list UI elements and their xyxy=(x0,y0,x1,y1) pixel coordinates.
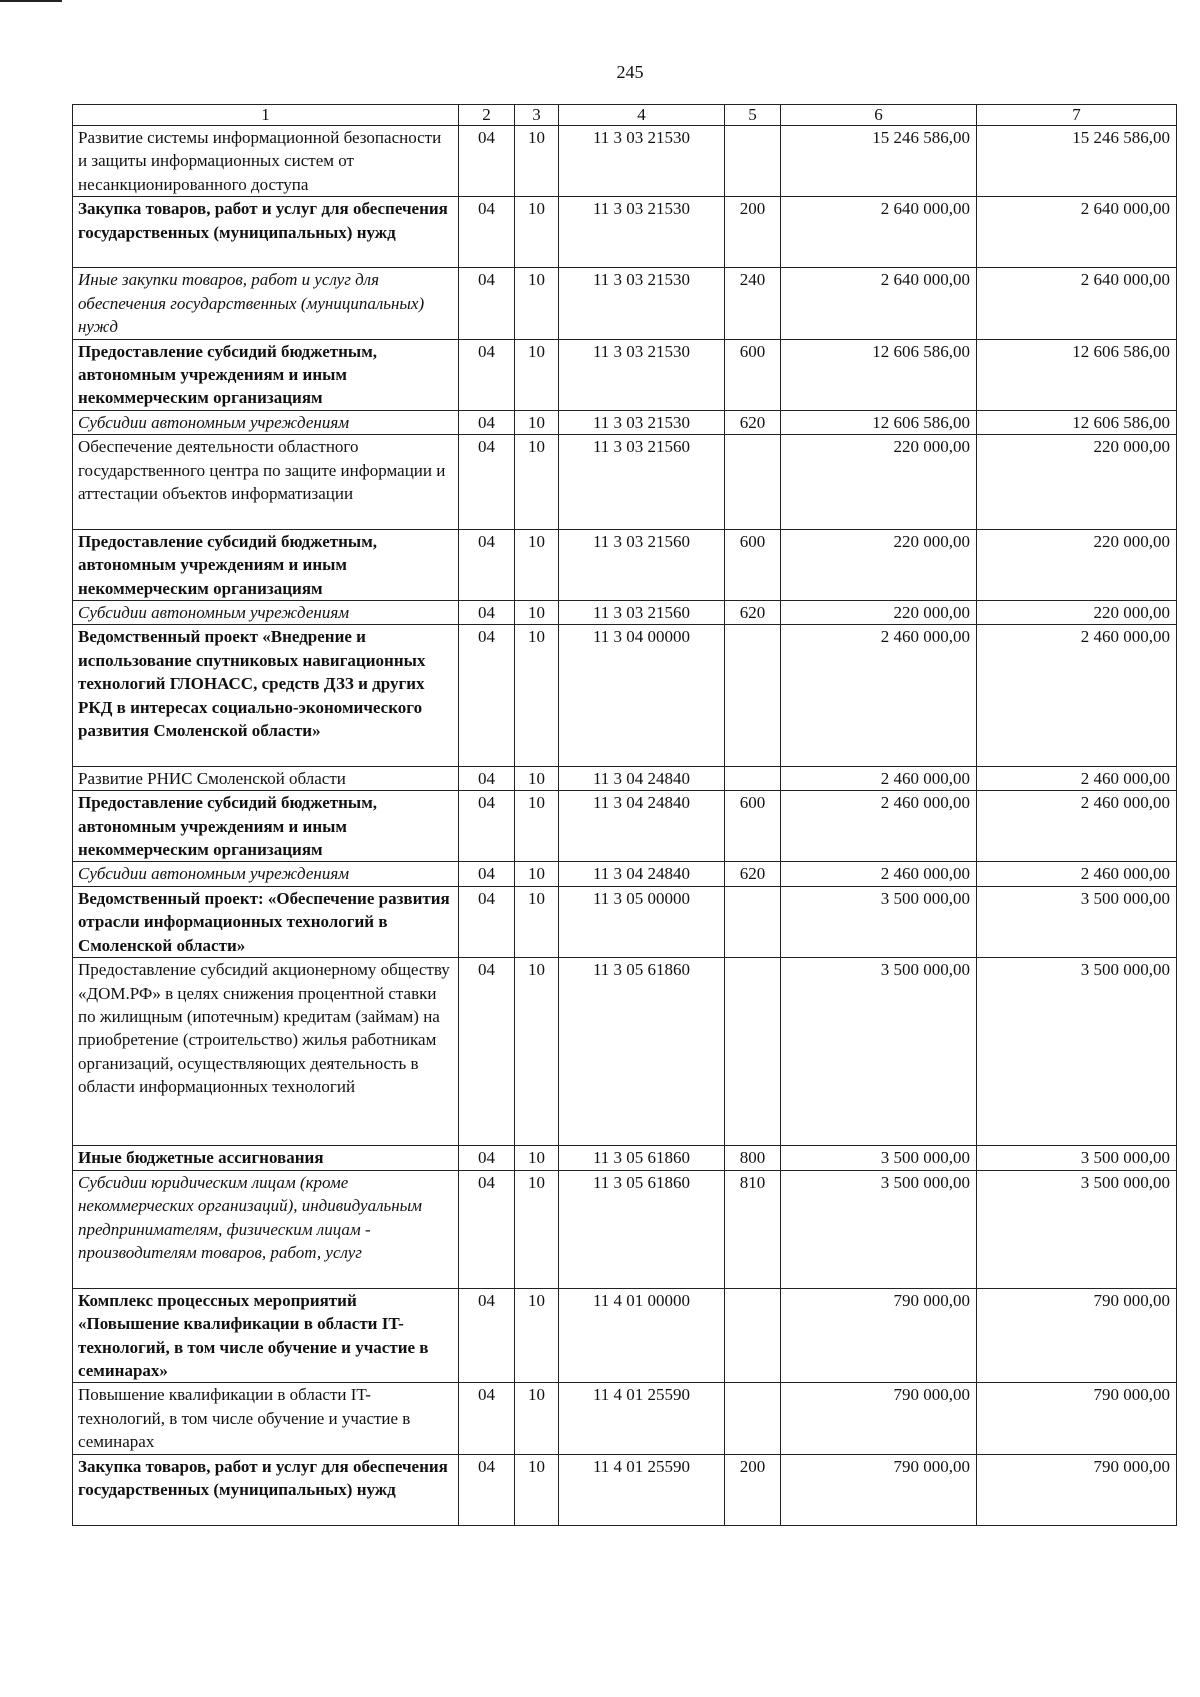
table-cell: 810 xyxy=(725,1170,781,1288)
table-row xyxy=(73,886,1177,957)
table-cell: 10 xyxy=(515,1170,559,1288)
table-cell: 220 000,00 xyxy=(977,601,1177,625)
table-cell: 2 460 000,00 xyxy=(781,791,977,862)
table-cell: 11 3 05 61860 xyxy=(559,958,725,1146)
table-cell: Развитие системы информационной безопасности и защиты информационных систем от несанкционированного доступа xyxy=(73,126,459,197)
table-cell: 10 xyxy=(515,339,559,410)
table-cell: 220 000,00 xyxy=(781,529,977,600)
table-cell xyxy=(725,886,781,957)
table-cell: 3 500 000,00 xyxy=(781,958,977,1146)
table-row xyxy=(73,1383,1177,1454)
table-cell: 2 640 000,00 xyxy=(977,197,1177,268)
table-cell: 04 xyxy=(459,197,515,268)
table-cell: Обеспечение деятельности областного государственного центра по защите информации и аттестации объектов информатизации xyxy=(73,435,459,530)
table-cell: 11 3 03 21560 xyxy=(559,529,725,600)
table-cell: 11 4 01 25590 xyxy=(559,1383,725,1454)
table-cell: 12 606 586,00 xyxy=(781,410,977,434)
table-cell: 04 xyxy=(459,601,515,625)
table-cell: Комплекс процессных мероприятий «Повышение квалификации в области IT-технологий, в том числе обучение и участие в семинарах» xyxy=(73,1288,459,1383)
table-row xyxy=(73,1454,1177,1525)
table-cell: 04 xyxy=(459,1383,515,1454)
table-cell: 620 xyxy=(725,862,781,886)
table-cell: 3 500 000,00 xyxy=(781,886,977,957)
table-cell xyxy=(725,1288,781,1383)
table-cell: 11 3 04 00000 xyxy=(559,625,725,766)
table-cell: Развитие РНИС Смоленской области xyxy=(73,766,459,790)
table-row xyxy=(73,529,1177,600)
table-cell: 600 xyxy=(725,529,781,600)
table-cell: Закупка товаров, работ и услуг для обеспечения государственных (муниципальных) нужд xyxy=(73,1454,459,1525)
table-cell: 10 xyxy=(515,886,559,957)
table-cell: Иные закупки товаров, работ и услуг для обеспечения государственных (муниципальных) нужд xyxy=(73,268,459,339)
table-cell: 3 500 000,00 xyxy=(781,1170,977,1288)
table-cell: 04 xyxy=(459,766,515,790)
scan-edge-line xyxy=(0,0,62,2)
table-row xyxy=(73,126,1177,197)
table-cell: 15 246 586,00 xyxy=(977,126,1177,197)
table-cell: 11 3 03 21560 xyxy=(559,435,725,530)
table-cell: 12 606 586,00 xyxy=(977,410,1177,434)
table-cell: 04 xyxy=(459,435,515,530)
table-row xyxy=(73,197,1177,268)
table-cell: 10 xyxy=(515,435,559,530)
table-cell: 12 606 586,00 xyxy=(781,339,977,410)
table-cell: 11 3 05 00000 xyxy=(559,886,725,957)
table-cell: 800 xyxy=(725,1146,781,1170)
table-cell: 2 460 000,00 xyxy=(781,766,977,790)
table-cell: 11 3 05 61860 xyxy=(559,1170,725,1288)
table-cell: 10 xyxy=(515,410,559,434)
table-cell: Предоставление субсидий акционерному обществу «ДОМ.РФ» в целях снижения процентной ставки по жилищным (ипотечным) кредитам (займам) на приобретение (строительство) жилья работникам организаций, осуществляющих деятельность в области информационных технологий xyxy=(73,958,459,1146)
table-cell: 790 000,00 xyxy=(977,1383,1177,1454)
table-cell: 04 xyxy=(459,410,515,434)
table-cell: 11 3 04 24840 xyxy=(559,766,725,790)
page-number: 245 xyxy=(616,62,644,82)
table-row xyxy=(73,1146,1177,1170)
table-row xyxy=(73,1170,1177,1288)
table-cell: 3 500 000,00 xyxy=(977,886,1177,957)
table-cell: Субсидии автономным учреждениям xyxy=(73,410,459,434)
table-cell: 10 xyxy=(515,529,559,600)
table-cell: 04 xyxy=(459,529,515,600)
table-cell: 620 xyxy=(725,601,781,625)
table-cell: 2 460 000,00 xyxy=(977,791,1177,862)
table-cell: 11 3 03 21560 xyxy=(559,601,725,625)
table-cell xyxy=(725,958,781,1146)
table-cell: 04 xyxy=(459,1170,515,1288)
table-cell: 11 3 03 21530 xyxy=(559,126,725,197)
table-row xyxy=(73,862,1177,886)
table-cell: 10 xyxy=(515,958,559,1146)
table-row xyxy=(73,339,1177,410)
table-cell: 3 500 000,00 xyxy=(977,958,1177,1146)
table-cell: 2 640 000,00 xyxy=(781,268,977,339)
column-header: 5 xyxy=(725,105,781,126)
table-cell: 10 xyxy=(515,791,559,862)
table-cell xyxy=(725,766,781,790)
table-cell: Субсидии автономным учреждениям xyxy=(73,862,459,886)
table-cell: 10 xyxy=(515,1454,559,1525)
table-cell: 04 xyxy=(459,791,515,862)
table-cell: Повышение квалификации в области IT-технологий, в том числе обучение и участие в семинарах xyxy=(73,1383,459,1454)
table-cell: Предоставление субсидий бюджетным, автономным учреждениям и иным некоммерческим организациям xyxy=(73,339,459,410)
table-row xyxy=(73,268,1177,339)
table-row xyxy=(73,625,1177,766)
column-header: 4 xyxy=(559,105,725,126)
table-cell: Ведомственный проект: «Обеспечение развития отрасли информационных технологий в Смоленской области» xyxy=(73,886,459,957)
table-cell: 11 4 01 00000 xyxy=(559,1288,725,1383)
table-cell: 2 460 000,00 xyxy=(977,766,1177,790)
table-cell xyxy=(725,435,781,530)
table-cell: Предоставление субсидий бюджетным, автономным учреждениям и иным некоммерческим организациям xyxy=(73,529,459,600)
table-cell: 11 3 03 21530 xyxy=(559,339,725,410)
table-cell: 10 xyxy=(515,197,559,268)
table-cell: 10 xyxy=(515,1288,559,1383)
table-cell: 600 xyxy=(725,791,781,862)
table-cell: Предоставление субсидий бюджетным, автономным учреждениям и иным некоммерческим организациям xyxy=(73,791,459,862)
table-cell: 15 246 586,00 xyxy=(781,126,977,197)
table-cell xyxy=(725,1383,781,1454)
table-cell: Субсидии автономным учреждениям xyxy=(73,601,459,625)
table-cell: 220 000,00 xyxy=(781,435,977,530)
table-cell: 11 3 03 21530 xyxy=(559,268,725,339)
table-cell: 3 500 000,00 xyxy=(977,1170,1177,1288)
table-cell: 620 xyxy=(725,410,781,434)
column-header: 2 xyxy=(459,105,515,126)
table-cell: 10 xyxy=(515,1146,559,1170)
table-cell: 11 3 04 24840 xyxy=(559,862,725,886)
table-cell: 2 640 000,00 xyxy=(977,268,1177,339)
table-cell: 600 xyxy=(725,339,781,410)
table-cell: 2 460 000,00 xyxy=(781,862,977,886)
table-cell: 10 xyxy=(515,625,559,766)
table-cell: 04 xyxy=(459,339,515,410)
table-cell: 11 4 01 25590 xyxy=(559,1454,725,1525)
table-cell: 790 000,00 xyxy=(977,1288,1177,1383)
table-cell: 10 xyxy=(515,601,559,625)
table-cell: 04 xyxy=(459,886,515,957)
table-cell: 11 3 04 24840 xyxy=(559,791,725,862)
table-cell: 04 xyxy=(459,1288,515,1383)
budget-table xyxy=(72,104,1177,1526)
table-cell: Иные бюджетные ассигнования xyxy=(73,1146,459,1170)
table-row xyxy=(73,766,1177,790)
table-cell: 790 000,00 xyxy=(781,1383,977,1454)
table-cell: 220 000,00 xyxy=(781,601,977,625)
table-cell: 04 xyxy=(459,1454,515,1525)
table-cell: 200 xyxy=(725,197,781,268)
table-cell: 10 xyxy=(515,126,559,197)
table-cell: 790 000,00 xyxy=(781,1288,977,1383)
table-cell: 2 460 000,00 xyxy=(977,862,1177,886)
table-cell xyxy=(725,625,781,766)
table-row xyxy=(73,601,1177,625)
table-cell: 10 xyxy=(515,862,559,886)
table-cell: 3 500 000,00 xyxy=(781,1146,977,1170)
table-cell: 04 xyxy=(459,268,515,339)
column-header: 1 xyxy=(73,105,459,126)
table-cell: 220 000,00 xyxy=(977,529,1177,600)
table-cell: Закупка товаров, работ и услуг для обеспечения государственных (муниципальных) нужд xyxy=(73,197,459,268)
column-header: 3 xyxy=(515,105,559,126)
table-cell: 11 3 03 21530 xyxy=(559,410,725,434)
table-cell: Ведомственный проект «Внедрение и использование спутниковых навигационных технологий ГЛОНАСС, средств ДЗЗ и других РКД в интересах социально-экономического развития Смоленской области» xyxy=(73,625,459,766)
column-header: 6 xyxy=(781,105,977,126)
table-cell: Субсидии юридическим лицам (кроме некоммерческих организаций), индивидуальным предпринимателям, физическим лицам - производителям товаров, работ, услуг xyxy=(73,1170,459,1288)
table-cell: 04 xyxy=(459,1146,515,1170)
column-header: 7 xyxy=(977,105,1177,126)
table-cell: 2 460 000,00 xyxy=(781,625,977,766)
table-cell: 04 xyxy=(459,862,515,886)
table-cell: 10 xyxy=(515,1383,559,1454)
table-row xyxy=(73,791,1177,862)
table-cell: 790 000,00 xyxy=(977,1454,1177,1525)
table-cell: 12 606 586,00 xyxy=(977,339,1177,410)
table-cell: 790 000,00 xyxy=(781,1454,977,1525)
table-row xyxy=(73,958,1177,1146)
table-cell: 04 xyxy=(459,958,515,1146)
table-cell: 240 xyxy=(725,268,781,339)
table-cell: 10 xyxy=(515,268,559,339)
table-cell: 220 000,00 xyxy=(977,435,1177,530)
table-cell xyxy=(725,126,781,197)
table-row xyxy=(73,1288,1177,1383)
table-cell: 11 3 03 21530 xyxy=(559,197,725,268)
table-cell: 04 xyxy=(459,126,515,197)
table-cell: 200 xyxy=(725,1454,781,1525)
table-cell: 3 500 000,00 xyxy=(977,1146,1177,1170)
table-cell: 10 xyxy=(515,766,559,790)
table-cell: 2 460 000,00 xyxy=(977,625,1177,766)
table-row xyxy=(73,410,1177,434)
table-cell: 2 640 000,00 xyxy=(781,197,977,268)
table-cell: 11 3 05 61860 xyxy=(559,1146,725,1170)
table-header-row xyxy=(73,105,1177,126)
table-row xyxy=(73,435,1177,530)
table-cell: 04 xyxy=(459,625,515,766)
